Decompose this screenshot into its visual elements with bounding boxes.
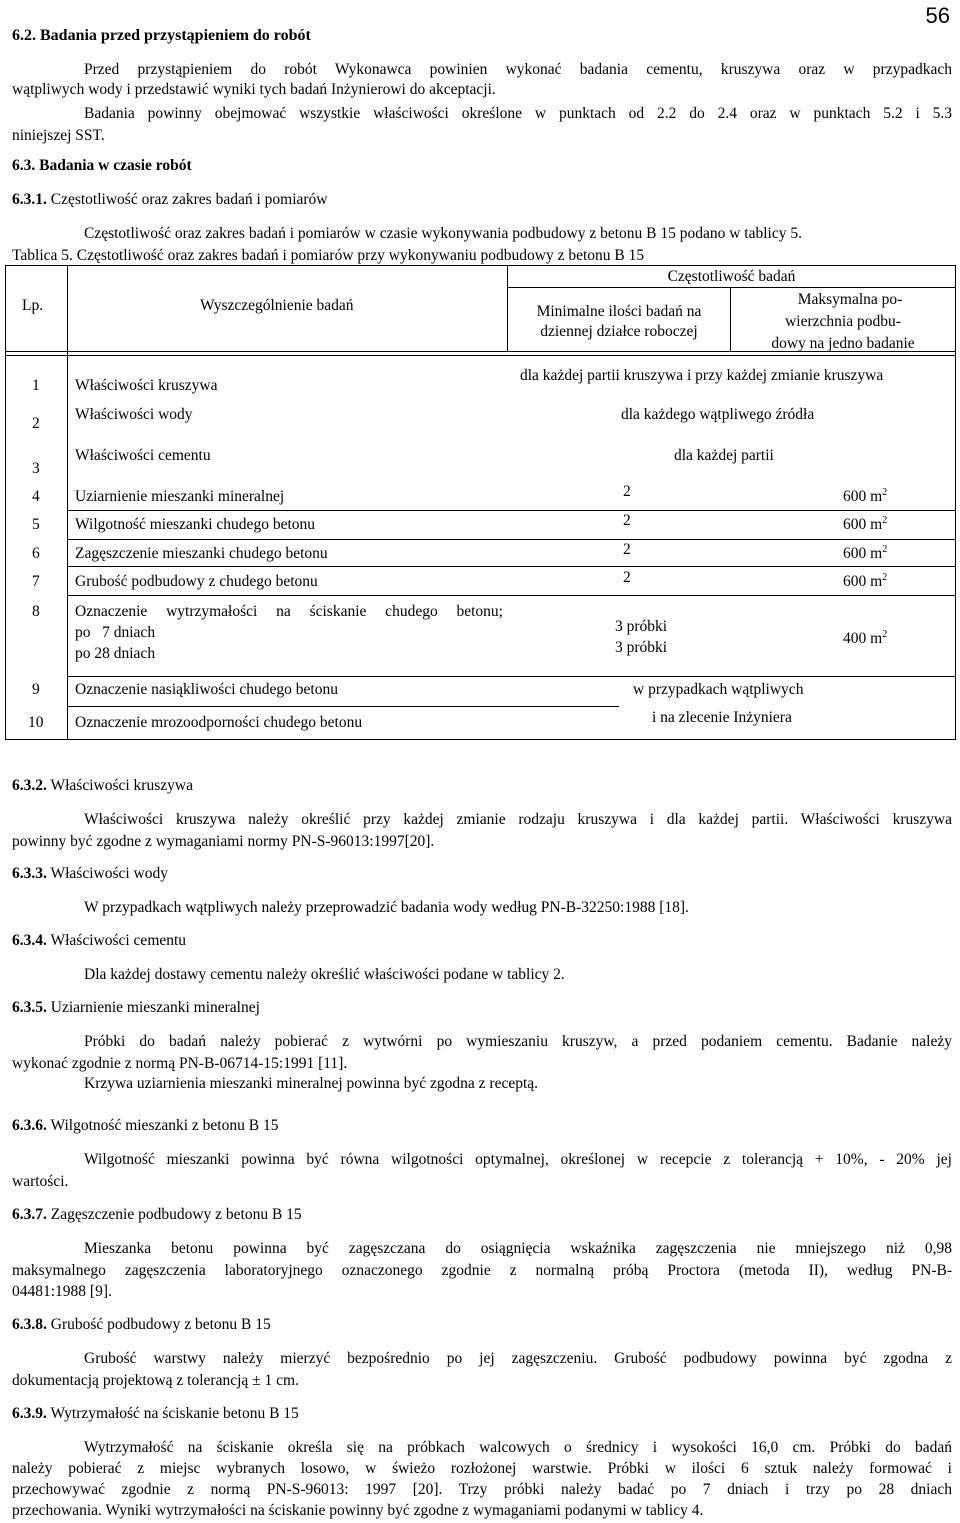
paragraph-6-3-6-line2: wartości. bbox=[12, 1173, 69, 1190]
paragraph-6-3-5-line2: wykonać zgodnie z normą PN-B-06714-15:1991 [11]. bbox=[12, 1055, 348, 1072]
section-heading-6-3: 6.3. Badania w czasie robót bbox=[12, 157, 192, 174]
header-min-line2: dziennej działce roboczej bbox=[540, 323, 698, 340]
header-min-line1: Minimalne ilości badań na bbox=[536, 303, 702, 320]
row10-frequency: i na zlecenie Inżyniera bbox=[652, 709, 792, 726]
row2-frequency: dla każdego wątpliwego źródła bbox=[621, 406, 815, 423]
row9-desc: Oznaczenie nasiąkliwości chudego betonu bbox=[75, 681, 338, 698]
row1-desc: Właściwości kruszywa bbox=[75, 377, 218, 394]
paragraph-6-3-7-line2: maksymalnego zagęszczenia laboratoryjnego oznaczonego zgodnie z normalną próbą Proctora (metoda II), według PN-B- bbox=[12, 1262, 952, 1279]
subsection-title: Grubość podbudowy z betonu B 15 bbox=[50, 1316, 271, 1333]
subsection-title: Zagęszczenie podbudowy z betonu B 15 bbox=[50, 1206, 302, 1223]
row1-lp: 1 bbox=[32, 377, 40, 394]
paragraph-6-3-9-line1: Wytrzymałość na ściskanie określa się na próbkach walcowych o średnicy i wysokości 16,0 cm. Próbki do badań bbox=[84, 1439, 952, 1456]
subsection-number: 6.3.7. bbox=[12, 1206, 47, 1223]
row3-desc: Właściwości cementu bbox=[75, 447, 211, 464]
row9-lp: 9 bbox=[32, 681, 40, 698]
table-caption: Tablica 5. Częstotliwość oraz zakres badań i pomiarów przy wykonywaniu podbudowy z betonu B 15 bbox=[12, 247, 645, 264]
row8-lp: 8 bbox=[32, 603, 40, 620]
paragraph-6-3-8-line2: dokumentacją projektową z tolerancją ± 1 cm. bbox=[12, 1372, 299, 1389]
subsection-title: Właściwości wody bbox=[50, 865, 168, 882]
header-max-line3: dowy na jedno badanie bbox=[771, 335, 915, 352]
subsection-number: 6.3.6. bbox=[12, 1117, 47, 1134]
row7-lp: 7 bbox=[32, 573, 40, 590]
row8-min-line1: 3 próbki bbox=[615, 618, 668, 635]
row6-min: 2 bbox=[623, 541, 631, 558]
row5-desc: Wilgotność mieszanki chudego betonu bbox=[75, 516, 316, 533]
row9-frequency: w przypadkach wątpliwych bbox=[633, 681, 804, 698]
subsection-title: Wytrzymałość na ściskanie betonu B 15 bbox=[50, 1405, 299, 1422]
row4-min: 2 bbox=[623, 483, 631, 500]
row4-lp: 4 bbox=[32, 488, 40, 505]
subsection-heading-6-3-5 bbox=[12, 998, 260, 1018]
paragraph-6-3-9-line2: należy pobierać z miejsc wybranych losowo, w świeżo rozłożonej warstwie. Próbki w ilości 6 sztuk należy formować i bbox=[12, 1460, 952, 1477]
subsection-heading-6-3-9 bbox=[12, 1404, 299, 1424]
subsection-title: Uziarnienie mieszanki mineralnej bbox=[50, 999, 260, 1016]
subsection-heading-6-3-8 bbox=[12, 1315, 271, 1335]
subsection-heading-6-3-6 bbox=[12, 1116, 278, 1136]
subsection-number: 6.3.4. bbox=[12, 932, 47, 949]
row10-lp: 10 bbox=[28, 714, 44, 731]
subsection-title: Wilgotność mieszanki z betonu B 15 bbox=[50, 1117, 279, 1134]
header-frequency: Częstotliwość badań bbox=[667, 268, 796, 285]
subsection-heading-6-3-3 bbox=[12, 864, 168, 884]
paragraph-6-3-4: Dla każdej dostawy cementu należy określić właściwości podane w tablicy 2. bbox=[84, 966, 565, 983]
paragraph-6-3-9-line4: przechowania. Wyniki wytrzymałości na ściskanie powinny być zgodne z wymaganiami podanymi w tablicy 4. bbox=[12, 1502, 704, 1519]
subsection-heading-6-3-1 bbox=[12, 190, 328, 210]
subsection-title: Częstotliwość oraz zakres badań i pomiarów bbox=[50, 191, 328, 208]
row5-max: 600 $m^2$ bbox=[843, 514, 888, 533]
paragraph-6-3-9-line3: przechowywać zgodnie z normą PN-S-96013: 1997 [20]. Trzy próbki należy badać po 7 dniach i trzy po 28 dniach bbox=[12, 1481, 952, 1498]
row6-max: 600 $m^2$ bbox=[843, 543, 888, 562]
row4-max: 600 $m^2$ bbox=[843, 486, 888, 505]
header-description: Wyszczególnienie badań bbox=[200, 297, 354, 314]
row8-desc-line2: po 7 dniach bbox=[75, 624, 156, 641]
paragraph-6-3-7-line1: Mieszanka betonu powinna być zagęszczana do osiągnięcia wskaźnika zagęszczenia nie mniejszego niż 0,98 bbox=[84, 1240, 952, 1257]
paragraph-6-3-3: W przypadkach wątpliwych należy przeprowadzić badania wody według PN-B-32250:1988 [18]. bbox=[84, 899, 689, 916]
section-heading-6-2: 6.2. Badania przed przystąpieniem do robót bbox=[12, 27, 311, 44]
row8-desc-line3: po 28 dniach bbox=[75, 645, 156, 662]
row6-lp: 6 bbox=[32, 545, 40, 562]
row8-desc-line1: Oznaczenie wytrzymałości na ściskanie chudego betonu; bbox=[75, 603, 503, 620]
row4-desc: Uziarnienie mieszanki mineralnej bbox=[75, 488, 285, 505]
subsection-title: Właściwości cementu bbox=[50, 932, 187, 949]
row2-desc: Właściwości wody bbox=[75, 406, 193, 423]
header-max-line2: wierzchnia podbu- bbox=[785, 313, 901, 330]
row7-desc: Grubość podbudowy z chudego betonu bbox=[75, 573, 318, 590]
header-lp: Lp. bbox=[22, 297, 44, 314]
paragraph-6-3-8-line1: Grubość warstwy należy mierzyć bezpośrednio po jej zagęszczeniu. Grubość podbudowy powinna być zgodna z bbox=[84, 1350, 952, 1367]
header-max-line1: Maksymalna po- bbox=[797, 291, 903, 308]
subsection-number: 6.3.5. bbox=[12, 999, 47, 1016]
subsection-number: 6.3.8. bbox=[12, 1316, 47, 1333]
subsection-number: 6.3.3. bbox=[12, 865, 47, 882]
row2-lp: 2 bbox=[32, 415, 40, 432]
paragraph-6-2b-line1: Badania powinny obejmować wszystkie właściwości określone w punktach od 2.2 do 2.4 oraz w punktach 5.2 i 5.3 bbox=[84, 105, 952, 122]
row5-lp: 5 bbox=[32, 516, 40, 533]
row3-lp: 3 bbox=[32, 460, 40, 477]
paragraph-6-3-2-line1: Właściwości kruszywa należy określić przy każdej zmianie rodzaju kruszywa i dla każdej partii. Właściwości kruszywa bbox=[84, 811, 952, 828]
subsection-heading-6-3-4 bbox=[12, 931, 186, 951]
page-number: 56 bbox=[925, 3, 950, 28]
paragraph-6-2b-line2: niniejszej SST. bbox=[12, 127, 105, 144]
paragraph-6-2-line2: wątpliwych wody i przedstawić wyniki tych badań Inżynierowi do akceptacji. bbox=[12, 81, 496, 98]
row1-frequency: dla każdej partii kruszywa i przy każdej zmianie kruszywa bbox=[520, 367, 884, 384]
row8-min-line2: 3 próbki bbox=[615, 639, 668, 656]
subsection-number: 6.3.2. bbox=[12, 777, 47, 794]
row7-min: 2 bbox=[623, 569, 631, 586]
row10-desc: Oznaczenie mrozoodporności chudego betonu bbox=[75, 714, 363, 731]
subsection-heading-6-3-2 bbox=[12, 776, 193, 796]
paragraph-6-3-2-line2: powinny być zgodne z wymaganiami normy PN-S-96013:1997[20]. bbox=[12, 833, 435, 850]
subsection-title: Właściwości kruszywa bbox=[50, 777, 193, 794]
row6-desc: Zagęszczenie mieszanki chudego betonu bbox=[75, 545, 328, 562]
row5-min: 2 bbox=[623, 512, 631, 529]
row3-frequency: dla każdej partii bbox=[674, 447, 774, 464]
row8-max: 400 $m^2$ bbox=[843, 628, 888, 647]
paragraph-6-3-5-line1: Próbki do badań należy pobierać z wytwórni po wymieszaniu kruszyw, a przed podaniem cementu. Badanie należy bbox=[84, 1033, 952, 1050]
subsection-number: 6.3.9. bbox=[12, 1405, 47, 1422]
paragraph-6-3-6-line1: Wilgotność mieszanki powinna być równa wilgotności optymalnej, określonej w recepcie z tolerancją + 10%, - 20% jej bbox=[84, 1151, 952, 1168]
row7-max: 600 $m^2$ bbox=[843, 571, 888, 590]
paragraph-6-3-5-line3: Krzywa uziarnienia mieszanki mineralnej powinna być zgodna z receptą. bbox=[84, 1075, 539, 1092]
paragraph-6-3-1: Częstotliwość oraz zakres badań i pomiarów w czasie wykonywania podbudowy z betonu B 15 podano w tablicy 5. bbox=[84, 225, 802, 242]
subsection-heading-6-3-7 bbox=[12, 1205, 302, 1225]
paragraph-6-2-line1: Przed przystąpieniem do robót Wykonawca powinien wykonać badania cementu, kruszywa oraz w przypadkach bbox=[84, 61, 952, 78]
subsection-number: 6.3.1. bbox=[12, 191, 47, 208]
paragraph-6-3-7-line3: 04481:1988 [9]. bbox=[12, 1283, 112, 1300]
